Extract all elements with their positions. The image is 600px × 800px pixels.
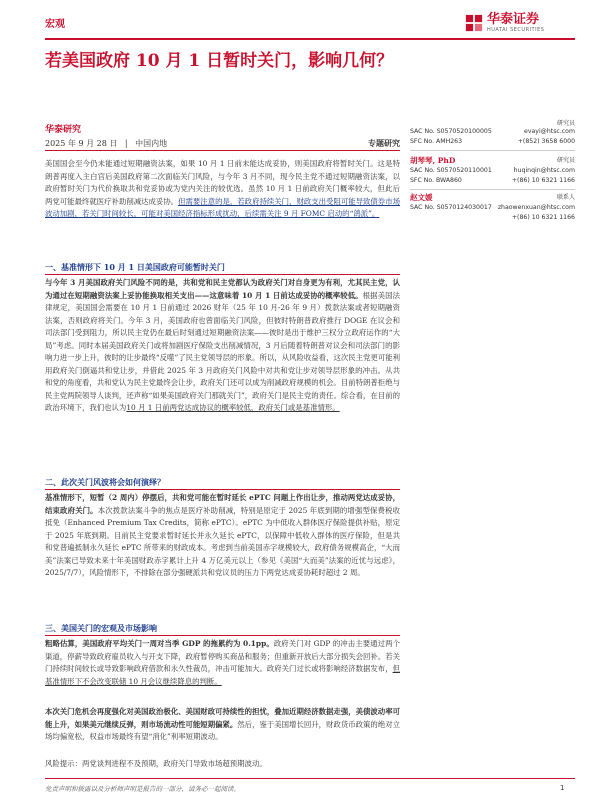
section-1-rule (45, 274, 400, 275)
section-3-rule (45, 635, 400, 636)
header-divider (45, 38, 575, 40)
intro-paragraph (45, 158, 400, 221)
analyst-email[interactable]: evayi@htsc.com (524, 128, 575, 135)
closing-paragraph (45, 706, 400, 744)
section-1-heading: 一、基准情形下 10 月 1 日美国政府可能暂时关门 (45, 262, 225, 272)
report-region: 中国内地 (135, 139, 168, 148)
section-1-paragraph (45, 277, 400, 415)
section-3-heading: 三、美国关门的宏观及市场影响 (45, 623, 157, 633)
section-2-body: 本次拨款法案斗争的焦点是医疗补助削减，特别是原定于 2025 年底到期的增强型保费税收抵免（Enhanced Premium Tax Credits，简称 ePTC）。ePTC 为中低收入群体医疗保险提供补贴，原定于 2025 年底到期。目前民主党要求暂时延长并永久延长 ePTC，以保障中低收入群体的医疗保险，但是共和党普遍抵制永久延长 ePTC 所带来的财政成本。考虑到当前美国赤字规模较大，政府债务规模高企，“大而美”法案已导致未来十年美国财政赤字累计上升 4 万亿美元以上（参见《美国“大而美”法案的近忧与远虑》，2025/7/7），风险情形下，不排除在部分强硬派共和党议员的压力下两党达成妥协耗时超过 2 周。 (45, 505, 400, 577)
closing-body: 然后，鉴于美国增长回升，财政货币政策的绝对立场均偏宽松，权益市场最终有望“消化”利率短期波动。 (45, 719, 400, 741)
analyst-name (410, 118, 575, 127)
analyst-name: 赵文媛 (410, 193, 433, 202)
intro-highlight: 但需要注意的是，若政府持续关门，财政支出受阻可能导致债券市场波动加剧，若关门时间较长，可能对美国经济指标形成扰动，后续需关注 9 月 FOMC 启动的“鸽派”。 (45, 196, 400, 218)
analyst-email[interactable]: zhaowenxuan@htsc.com (497, 204, 575, 211)
section-3-paragraph (45, 638, 400, 688)
analyst-card (410, 192, 575, 223)
section-3-highlight: 但基准情形下不会改变联储 10 月会议继续降息的判断。 (45, 664, 400, 686)
analyst-email[interactable]: huqinqin@htsc.com (513, 167, 575, 174)
closing-lead: 本次关门危机会再度强化对美国政治极化、美国财政可持续性的担忧，叠加近期经济数据走强，美债波动率可能上升，如果美元继续反弹，则市场流动性可能短期偏紧。 (45, 707, 400, 729)
huatai-logo-icon (465, 14, 483, 32)
analyst-card (410, 155, 575, 190)
report-meta: 2025 年 9 月 28 日 | 中国内地 专题研究 (45, 138, 400, 148)
analyst-card (410, 118, 575, 151)
report-title: 若美国政府 10 月 1 日暂时关门，影响几何？ (45, 51, 394, 71)
meta-divider (45, 150, 400, 151)
page-number: 1 (560, 784, 565, 792)
section-3-lead: 粗略估算，美国政府平均关门一周对当季 GDP 的拖累约为 0.1pp。 (45, 639, 274, 648)
analyst-sac: SAC No. S0570520110001 (410, 167, 492, 174)
analyst-role: 联系人 (556, 194, 575, 201)
section-1-lead: 与今年 3 月美国政府关门风险不同的是，共和党和民主党都认为政府关门对自身更为有利，尤其民主党，认为通过在短期融资法案上妥协能换取相关支出——这意味着 10 月 1 日前达成妥协的概率较低。 (45, 278, 400, 300)
risk-warning: 风险提示：两党谈判进程不及预期，政府关门导致市场超预期波动。 (45, 759, 267, 768)
footer-divider (45, 778, 575, 779)
analyst-sac: SAC No. S0570124030017 (410, 204, 492, 211)
section-2-paragraph (45, 492, 400, 580)
section-label: 宏观 (45, 19, 65, 30)
analyst-phone: +(86) 10 6321 1166 (511, 177, 575, 184)
logo-chinese-name: 华泰证券 (487, 12, 540, 27)
brand-logo (465, 10, 575, 36)
report-type: 专题研究 (368, 138, 400, 148)
section-1-body: 根据美国法律规定，美国国会需要在 10 月 1 日前通过 2026 财年（25 年 10 月-26 年 9 月）拨款法案或者短期融资法案，否则政府将关门。今年 3 月，美国政府也曾面临关门风险，但彼时特朗普政府推行 DOGE 在议会和司法部门受到阻力，所以民主党仍在最后时刻通过短期融资法案——彼时是出于维护三权分立政府运作的“大局”考虑。同时本届美国政府关门或将加剧医疗保险支出削减情况，3 月后随着特朗普对议会和司法部门的影响力进一步上升，彼时的让步最终“反噬”了民主党领导层的形象。所以，从风险收益看，这次民主党更可能利用政府关门倒逼共和党让步，并借此 2025 年 3 月政府关门风险中对共和党让步对领导层形象的冲击。从共和党的角度看，共和党认为民主党最终会让步，政府关门还可以成为削减政府规模的机会。目前特朗普拒绝与民主党两院领导人谈判，还声称“如果美国政府关门那就关门”，政府关门是民主党的责任。综合看，在目前的政治环境下，我们也认为 (45, 290, 400, 412)
section-2-heading: 二、此次关门风波将会如何演绎？ (45, 477, 165, 487)
analyst-phone: +(86) 10 6321 1166 (511, 214, 575, 221)
section-1-highlight: 10 月 1 日前两党达成协议的概率较低，政府关门或是基准情形。 (126, 403, 340, 412)
section-2-rule (45, 489, 400, 490)
section-2-lead: 基准情形下，短暂（2 周内）停摆后，共和党可能在暂时延长 ePTC 问题上作出让步，推动两党达成妥协，结束政府关门。 (45, 493, 400, 515)
section-3-body: 政府关门对 GDP 的冲击主要通过两个渠道，停薪导致政府雇员收入与开支下降，政府暂停购买商品和服务；但重新开放后大部分损失会回补。若关门持续时间较长或导致影响政府借款和永久性裁员，冲击可能加大。政府关门过长或将影响经济数据发布， (45, 639, 400, 673)
analyst-role: 研究员 (556, 157, 575, 164)
org-name: 华泰研究 (45, 125, 82, 135)
report-date: 2025 年 9 月 28 日 (45, 139, 118, 148)
analyst-sfc: SFC No. BWA860 (410, 177, 462, 184)
analyst-sfc: SFC No. AMH263 (410, 138, 463, 145)
analyst-role: 研究员 (556, 120, 575, 127)
analyst-name: 胡琴琴, PhD (410, 156, 456, 165)
intro-text: 美国国会至今仍未能通过短期融资法案，如果 10 月 1 日前未能达成妥协，则美国政府将暂时关门。这是特朗普再度入主白宫后美国政府第二次面临关门风险，与今年 3 月不同，现今民主党不通过短期融资法案，以政府暂时关门为代价换取共和党妥协或为党内关注的较优选。虽然 10 月 1 日前政府关门概率较大，但此后两党可能最终就医疗补助削减达成妥协。 (45, 159, 400, 206)
analyst-sac: SAC No. S0570520100005 (410, 128, 492, 135)
analyst-phone: +(852) 3658 6000 (517, 138, 575, 145)
footer-disclaimer: 免责声明和披露以及分析师声明是报告的一部分，请务必一起阅读。 (45, 785, 240, 793)
logo-english-name: HUATAI SECURITIES (487, 27, 545, 33)
